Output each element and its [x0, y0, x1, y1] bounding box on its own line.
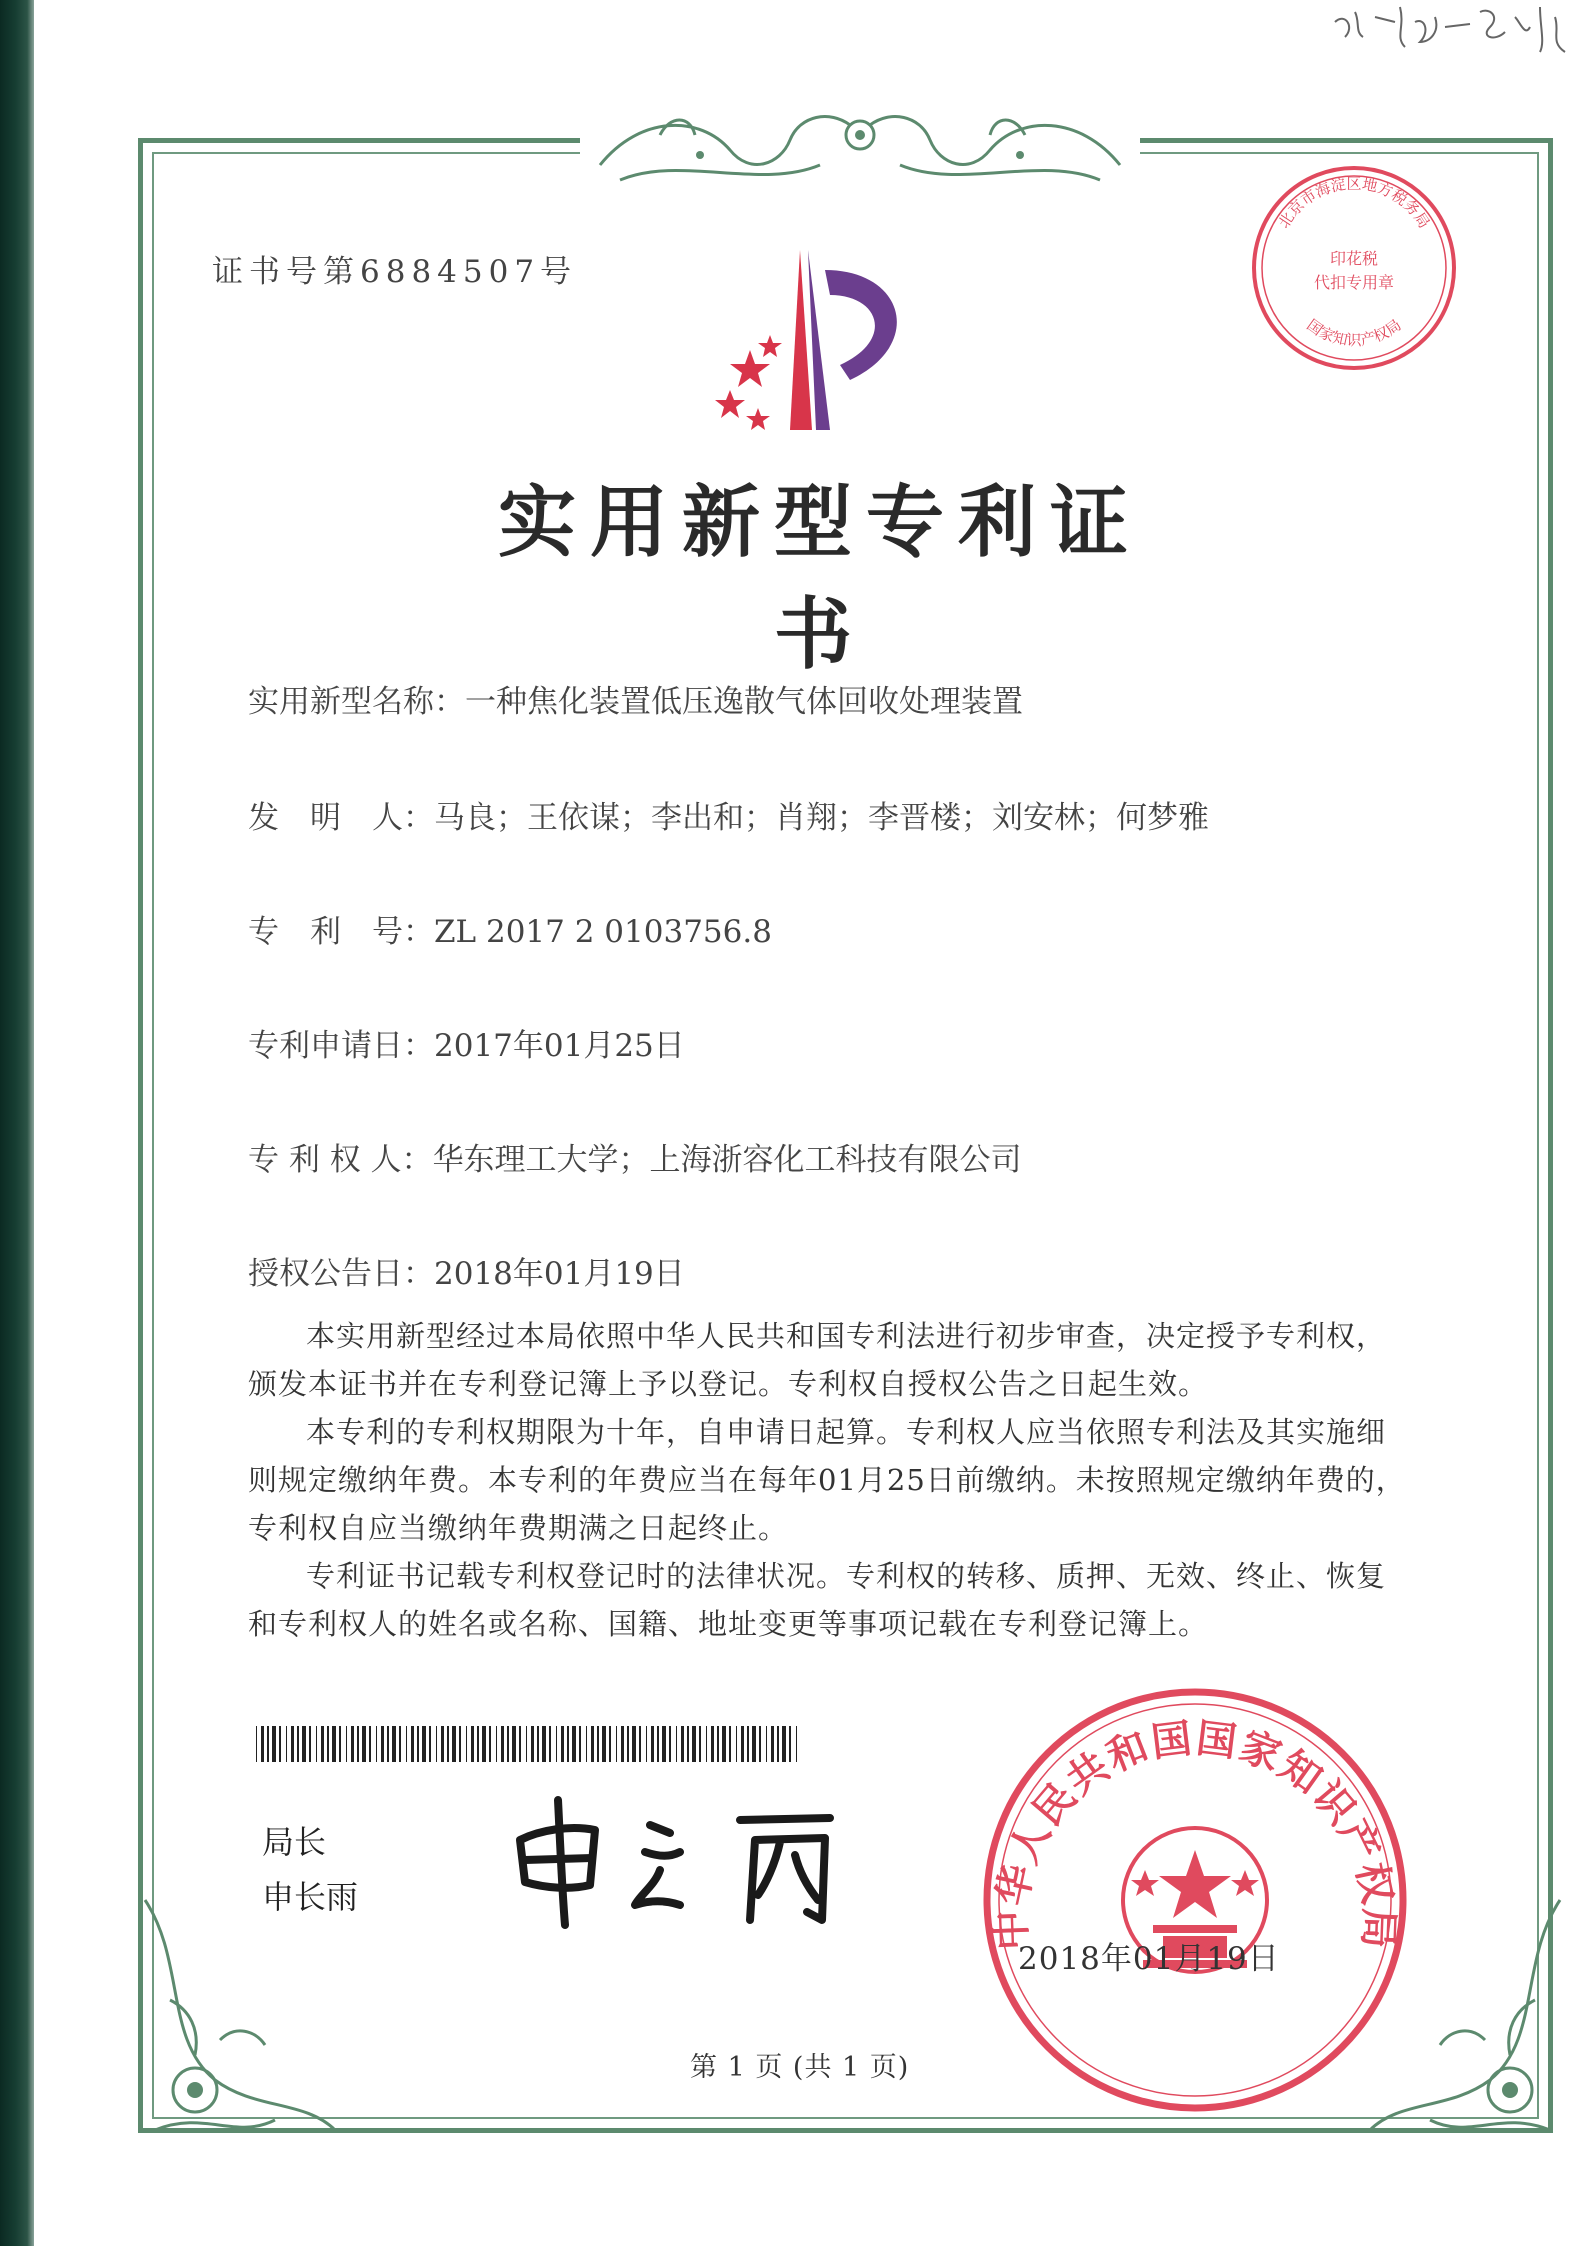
barcode-bar: [796, 1726, 797, 1762]
barcode-bar: [477, 1726, 479, 1762]
field-label: 发 明 人：: [248, 800, 434, 836]
field-label: 专 利 号：: [248, 914, 434, 950]
patentee-row: [248, 1134, 1022, 1179]
field-value: 一种焦化装置低压逸散气体回收处理装置: [465, 684, 1023, 720]
barcode-bar: [676, 1726, 677, 1762]
barcode-bar: [711, 1726, 714, 1762]
seal-date: 2018年01月19日: [1018, 1941, 1280, 1977]
official-seal: [975, 1680, 1415, 2120]
barcode-bar: [531, 1726, 534, 1762]
barcode-bar: [586, 1726, 587, 1762]
field-value: 华东理工大学；上海浙容化工科技有限公司: [432, 1142, 1022, 1178]
barcode-bar: [346, 1726, 347, 1762]
barcode-bar: [609, 1726, 611, 1762]
barcode-bar: [669, 1726, 671, 1762]
barcode-bar: [422, 1726, 426, 1762]
barcode-bar: [561, 1726, 564, 1762]
tax-stamp-middle-text-2: 代扣专用章: [1313, 273, 1395, 292]
barcode-bar: [602, 1726, 606, 1762]
barcode-bar: [556, 1726, 557, 1762]
barcode-bar: [392, 1726, 396, 1762]
barcode-bar: [687, 1726, 689, 1762]
page-title: 实用新型专利证书: [497, 477, 1142, 680]
barcode-bar: [501, 1726, 504, 1762]
barcode-bar: [692, 1726, 696, 1762]
barcode-bar: [572, 1726, 576, 1762]
barcode-bar: [466, 1726, 467, 1762]
barcode-bar: [496, 1726, 497, 1762]
barcode-bar: [597, 1726, 599, 1762]
binder-edge: [0, 0, 34, 2246]
barcode-bar: [376, 1726, 377, 1762]
director-name: 申长雨: [262, 1878, 359, 1916]
barcode-bar: [332, 1726, 336, 1762]
barcode-bar: [777, 1726, 779, 1762]
field-value: 2017年01月25日: [434, 1028, 685, 1064]
barcode-bar: [441, 1726, 444, 1762]
barcode-bar: [741, 1726, 744, 1762]
barcode-bar: [651, 1726, 654, 1762]
barcode-bar: [699, 1726, 701, 1762]
barcode-bar: [752, 1726, 756, 1762]
svg-text:国家知识产权局: [1303, 316, 1404, 349]
barcode-bar: [381, 1726, 384, 1762]
barcode-bar: [717, 1726, 719, 1762]
handwritten-annotation: [1330, 2, 1580, 62]
barcode-bar: [406, 1726, 407, 1762]
corner-ornament-left: [125, 1880, 405, 2160]
barcode-bar: [399, 1726, 401, 1762]
barcode-bar: [639, 1726, 641, 1762]
barcode-bar: [747, 1726, 749, 1762]
barcode-bar: [729, 1726, 731, 1762]
barcode-bar: [519, 1726, 521, 1762]
barcode-bar: [736, 1726, 737, 1762]
barcode-bar: [351, 1726, 354, 1762]
field-label: 专 利 权 人：: [248, 1142, 433, 1178]
body-paragraph: 专利证书记载专利权登记时的法律状况。专利权的转移、质押、无效、终止、恢复和专利权人的姓名或名称、国籍、地址变更等事项记载在专利登记簿上。: [248, 1559, 1387, 1641]
barcode-bar: [549, 1726, 551, 1762]
patent-number-row: [248, 906, 772, 951]
body-paragraph: 本实用新型经过本局依照中华人民共和国专利法进行初步审查，决定授予专利权，颁发本证书并在专利登记簿上予以登记。专利权自授权公告之日起生效。: [248, 1319, 1387, 1401]
official-seal-text: 中华人民共和国国家知识产权局: [988, 1715, 1402, 1952]
certificate-body: [248, 1312, 1408, 1648]
grant-date-row: [248, 1248, 685, 1293]
barcode-bar: [489, 1726, 491, 1762]
barcode-bar: [616, 1726, 617, 1762]
barcode-bar: [471, 1726, 474, 1762]
barcode-bar: [771, 1726, 774, 1762]
barcode-bar: [357, 1726, 359, 1762]
barcode-bar: [482, 1726, 486, 1762]
utility-model-name-row: [248, 676, 1023, 721]
barcode-bar: [662, 1726, 666, 1762]
barcode-bar: [591, 1726, 594, 1762]
body-paragraph: 本专利的专利权期限为十年，自申请日起算。专利权人应当依照专利法及其实施细则规定缴纳年费。本专利的年费应当在每年01月25日前缴纳。未按照规定缴纳年费的，专利权自应当缴纳年费期满之日起终止。: [248, 1415, 1406, 1545]
page-number: 第 1 页 (共 1 页): [690, 2052, 910, 2083]
barcode-bar: [279, 1726, 281, 1762]
barcode-bar: [256, 1726, 257, 1762]
director-signature: [500, 1790, 860, 1930]
barcode-bar: [291, 1726, 294, 1762]
certificate-number: 证书号第6884507号: [212, 254, 578, 290]
barcode-bar: [316, 1726, 317, 1762]
barcode-bar: [766, 1726, 767, 1762]
barcode-bar: [297, 1726, 299, 1762]
barcode-bar: [646, 1726, 647, 1762]
tax-stamp-bottom-text: 国家知识产权局: [1303, 315, 1405, 350]
application-date-row: [248, 1020, 685, 1065]
barcode-bar: [632, 1726, 636, 1762]
barcode-bar: [429, 1726, 431, 1762]
field-value: 2018年01月19日: [434, 1256, 685, 1292]
barcode-bar: [681, 1726, 684, 1762]
barcode-bar: [627, 1726, 629, 1762]
barcode-bar: [789, 1726, 791, 1762]
barcode-bar: [387, 1726, 389, 1762]
barcode-bar: [542, 1726, 546, 1762]
barcode-bar: [759, 1726, 761, 1762]
top-ornament: [580, 95, 1140, 195]
field-label: 授权公告日：: [248, 1256, 434, 1292]
field-value: 马良；王依谋；李出和；肖翔；李晋楼；刘安林；何梦雅: [434, 800, 1209, 836]
barcode-bar: [272, 1726, 276, 1762]
barcode-bar: [459, 1726, 461, 1762]
barcode-bar: [411, 1726, 414, 1762]
field-value: ZL 2017 2 0103756.8: [434, 914, 772, 950]
barcode: [256, 1726, 801, 1762]
barcode-bar: [706, 1726, 707, 1762]
barcode-bar: [722, 1726, 726, 1762]
barcode-bar: [417, 1726, 419, 1762]
barcode-bar: [436, 1726, 437, 1762]
barcode-bar: [579, 1726, 581, 1762]
inventors-row: [248, 792, 1209, 837]
barcode-bar: [782, 1726, 786, 1762]
director-title: 局长: [262, 1823, 327, 1861]
barcode-bar: [321, 1726, 324, 1762]
barcode-bar: [339, 1726, 341, 1762]
tax-stamp-middle-text: 印花税: [1329, 249, 1379, 268]
barcode-bar: [512, 1726, 516, 1762]
tax-stamp-seal: [1248, 162, 1460, 374]
barcode-bar: [447, 1726, 449, 1762]
barcode-bar: [302, 1726, 306, 1762]
barcode-bar: [621, 1726, 624, 1762]
barcode-bar: [507, 1726, 509, 1762]
barcode-bar: [369, 1726, 371, 1762]
field-label: 实用新型名称：: [248, 684, 465, 720]
barcode-bar: [261, 1726, 264, 1762]
tax-stamp-top-text: 北京市海淀区地方税务局: [1274, 174, 1434, 232]
barcode-bar: [567, 1726, 569, 1762]
barcode-bar: [267, 1726, 269, 1762]
barcode-bar: [452, 1726, 456, 1762]
barcode-bar: [657, 1726, 659, 1762]
barcode-bar: [309, 1726, 311, 1762]
barcode-bar: [362, 1726, 366, 1762]
cnipa-logo: [690, 240, 940, 440]
barcode-bar: [526, 1726, 527, 1762]
barcode-bar: [286, 1726, 287, 1762]
barcode-bar: [327, 1726, 329, 1762]
barcode-bar: [537, 1726, 539, 1762]
field-label: 专利申请日：: [248, 1028, 434, 1064]
